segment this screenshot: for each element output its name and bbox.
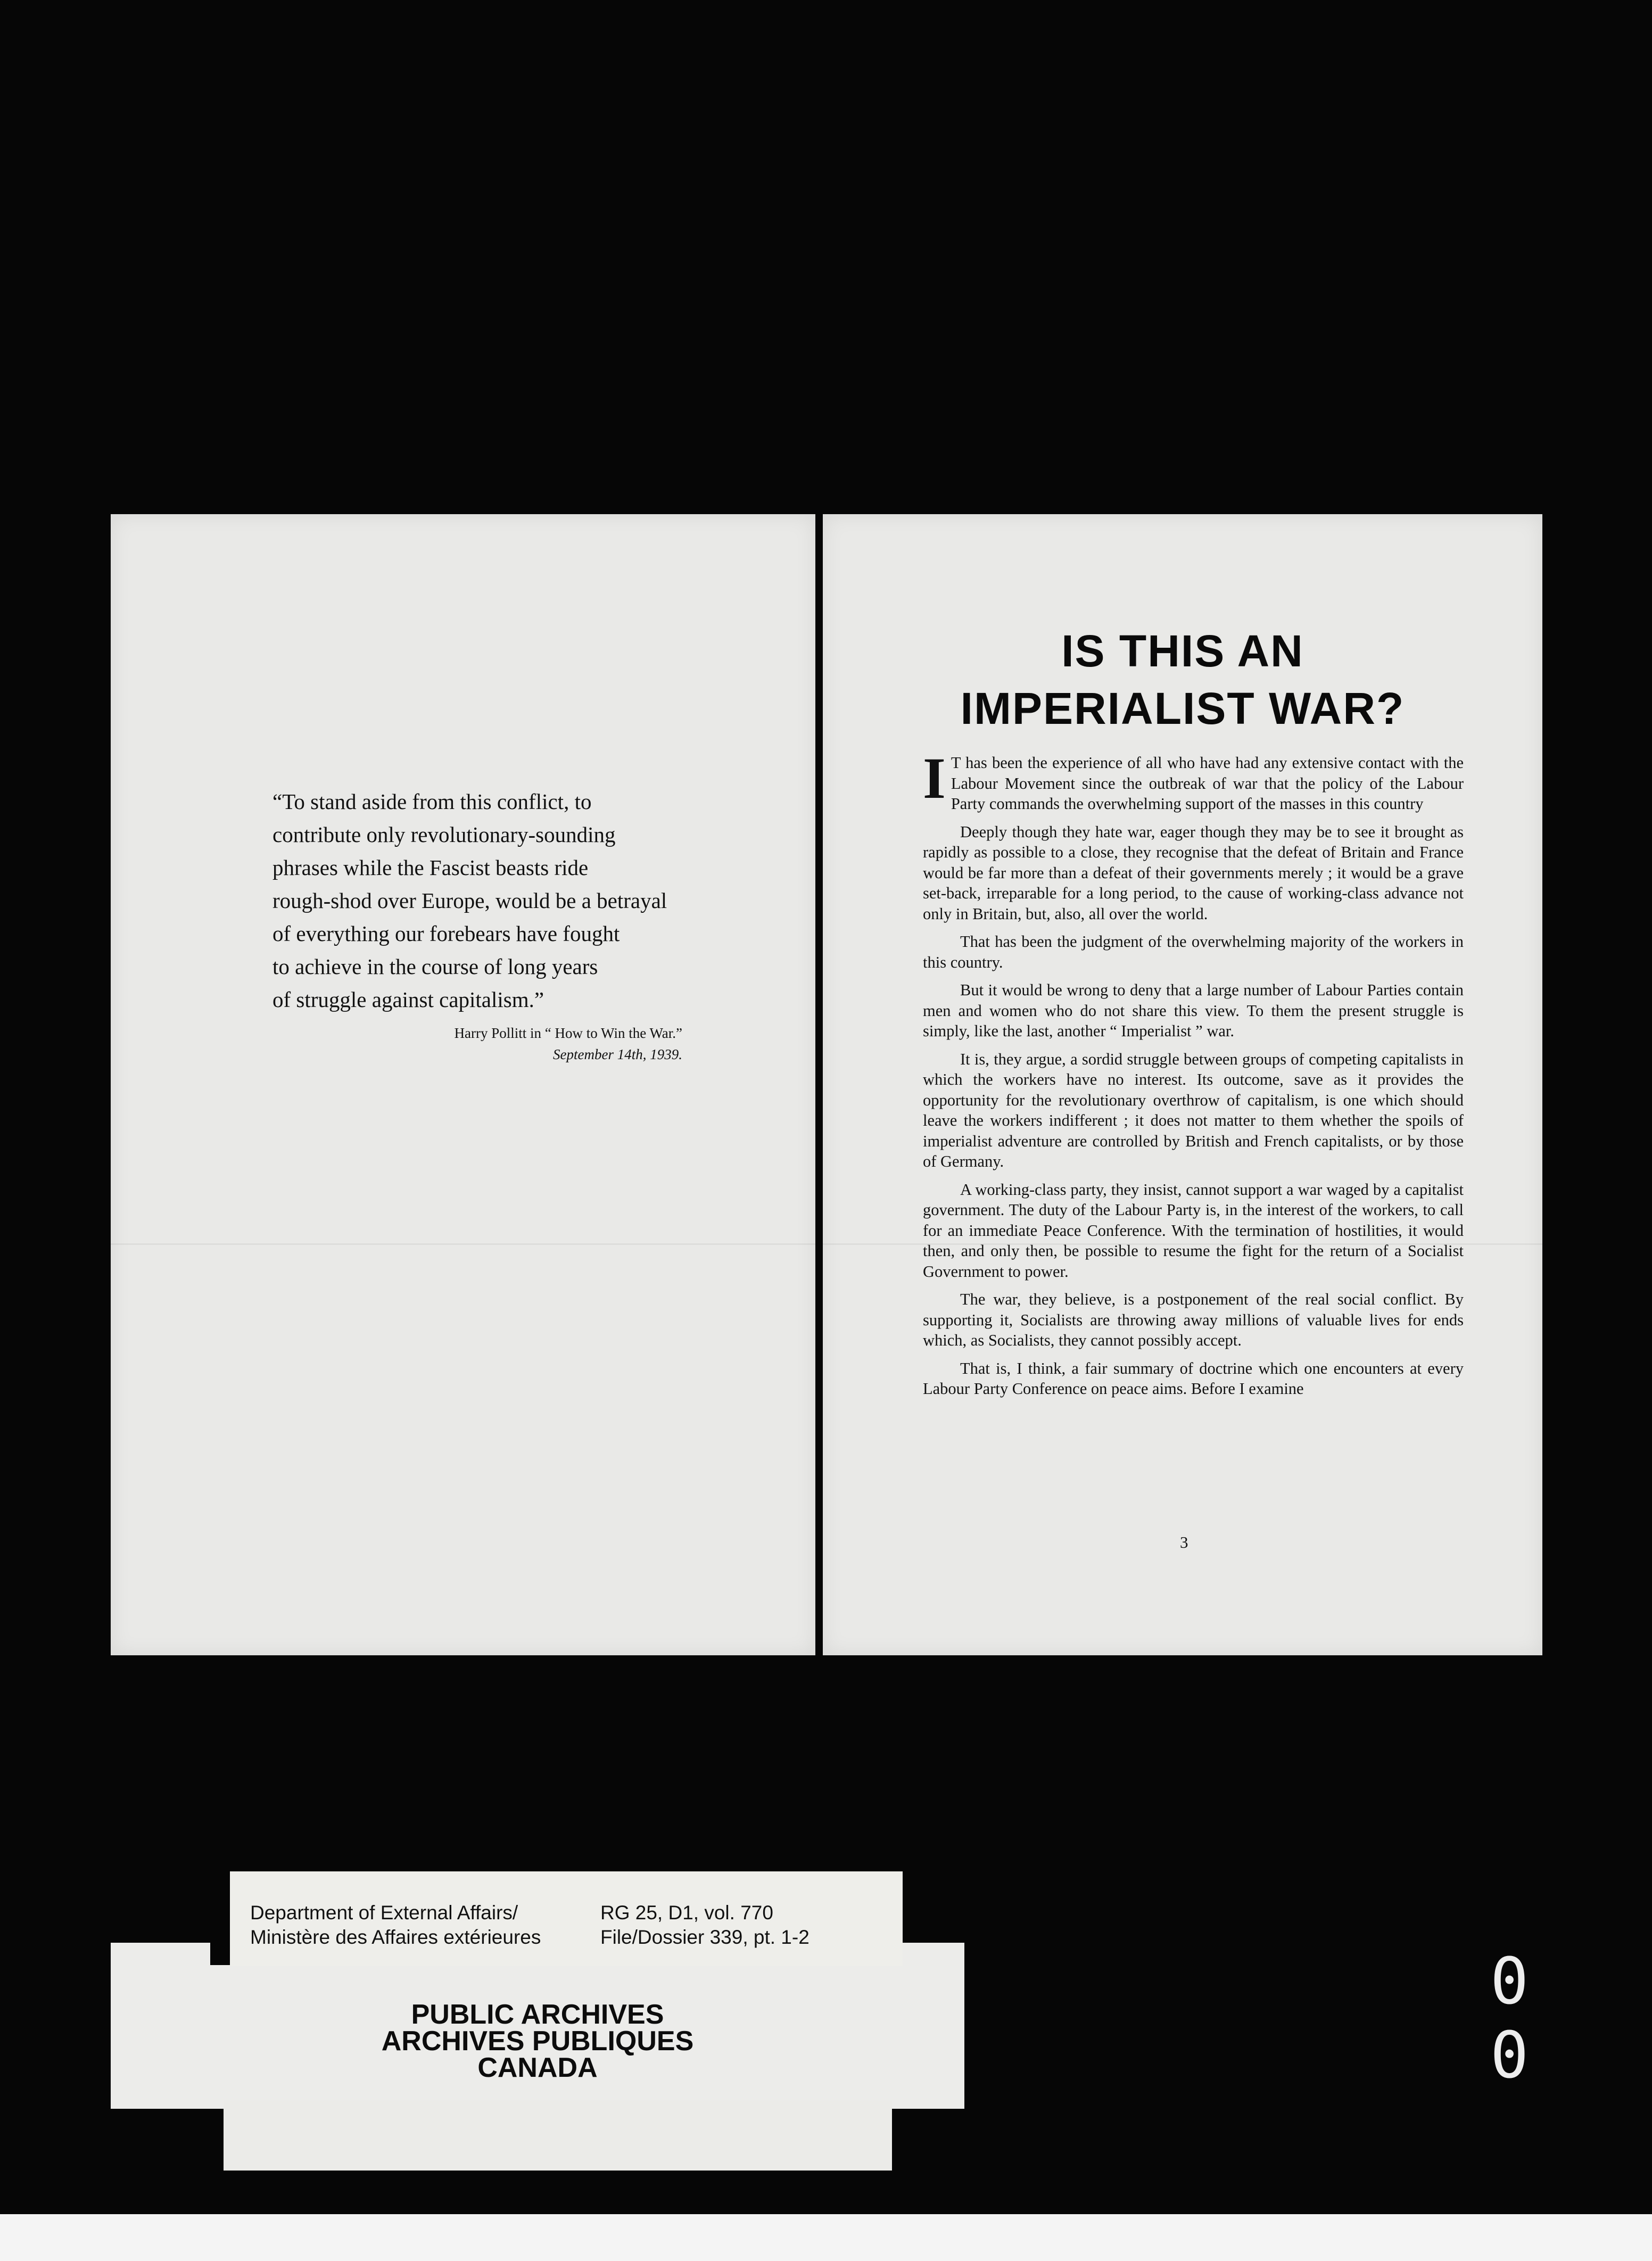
- quote-line: of everything our forebears have fought: [272, 921, 620, 946]
- article-body: [923, 746, 1464, 1407]
- film-border: [0, 2214, 1652, 2261]
- department-line: Department of External Affairs/: [250, 1902, 518, 1924]
- reference-line: RG 25, D1, vol. 770: [600, 1902, 773, 1924]
- archive-reference-label: [230, 1871, 903, 1966]
- frame-counter: 0 0: [1490, 1945, 1588, 2093]
- paragraph: It is, they argue, a sordid struggle between groups of competing capitalists in which the workers have no interest. Its outcome, save as it provides the opportunity for the revolutionary overthrow of capitalism, is one which should leave the workers indifferent ; it does not matter to them whether the spoils of imperialist adventure are controlled by British and French capitalists, or by those of Germany.: [923, 1050, 1464, 1170]
- paragraph: That has been the judgment of the overwhelming majority of the workers in this country.: [923, 933, 1464, 971]
- quote-attribution: [272, 1022, 682, 1065]
- archive-lower-card: [224, 2100, 892, 2171]
- department-text: [250, 1901, 541, 1950]
- stamp-line: CANADA: [477, 2052, 598, 2083]
- reference-line: File/Dossier 339, pt. 1-2: [600, 1926, 810, 1948]
- stamp-line: ARCHIVES PUBLIQUES: [381, 2026, 694, 2057]
- left-page: [111, 514, 815, 1655]
- quote-line: “To stand aside from this conflict, to: [272, 789, 592, 814]
- drop-cap: I: [923, 746, 946, 811]
- attribution-source: Harry Pollitt in “ How to Win the War.”: [454, 1025, 682, 1041]
- fold-line: [111, 1243, 815, 1245]
- paragraph: The war, they believe, is a postponement of the real social conflict. By supporting it, Socialists are throwing away millions of valuable lives for ends which, as Socialists, they cannot possibly accept.: [923, 1290, 1464, 1349]
- page-title-line1: IS THIS AN: [1061, 626, 1304, 676]
- paragraph: I T has been the experience of all who have had any extensive contact with the Labour Movement since the outbreak of war that the policy of the Labour Party commands the overwhelming support of the masses in this country: [923, 746, 1464, 813]
- reference-text: [600, 1901, 810, 1950]
- quote-line: of struggle against capitalism.”: [272, 987, 544, 1012]
- quote-line: contribute only revolutionary-sounding: [272, 822, 616, 847]
- paragraph: That is, I think, a fair summary of doctrine which one encounters at every Labour Party Conference on peace aims. Before I examine: [923, 1359, 1464, 1398]
- quote-line: to achieve in the course of long years: [272, 954, 598, 979]
- paragraph: Deeply though they hate war, eager though they may be to see it brought as rapidly as possible to a close, they recognise that the defeat of Britain and France would be far more than a defeat of their governments merely ; it would be a grave set-back, irreparable for a long period, to the cause of working-class advance not only in Britain, but, also, all over the world.: [923, 822, 1464, 923]
- stamp-line: PUBLIC ARCHIVES: [411, 1999, 664, 2030]
- attribution-date: September 14th, 1939.: [553, 1046, 682, 1062]
- quote-line: phrases while the Fascist beasts ride: [272, 855, 589, 880]
- public-archives-stamp: [111, 2001, 964, 2081]
- quote-line: rough-shod over Europe, would be a betrayal: [272, 888, 667, 913]
- paragraph: A working-class party, they insist, cannot support a war waged by a capitalist government. The duty of the Labour Party is, in the interest of the workers, to call for an immediate Peace Conference. With the termination of hostilities, it would then, and only then, be possible to resume the fight for the return of a Socialist Government to power.: [923, 1180, 1464, 1281]
- page-title-line2: IMPERIALIST WAR?: [960, 683, 1405, 733]
- pollitt-quote: [272, 785, 675, 1016]
- paragraph: But it would be wrong to deny that a large number of Labour Parties contain men and women who do not share this view. To them the present struggle is simply, like the last, another “ Imperialist ” war.: [923, 981, 1464, 1040]
- department-line: Ministère des Affaires extérieures: [250, 1926, 541, 1948]
- page-number: 3: [1180, 1533, 1188, 1552]
